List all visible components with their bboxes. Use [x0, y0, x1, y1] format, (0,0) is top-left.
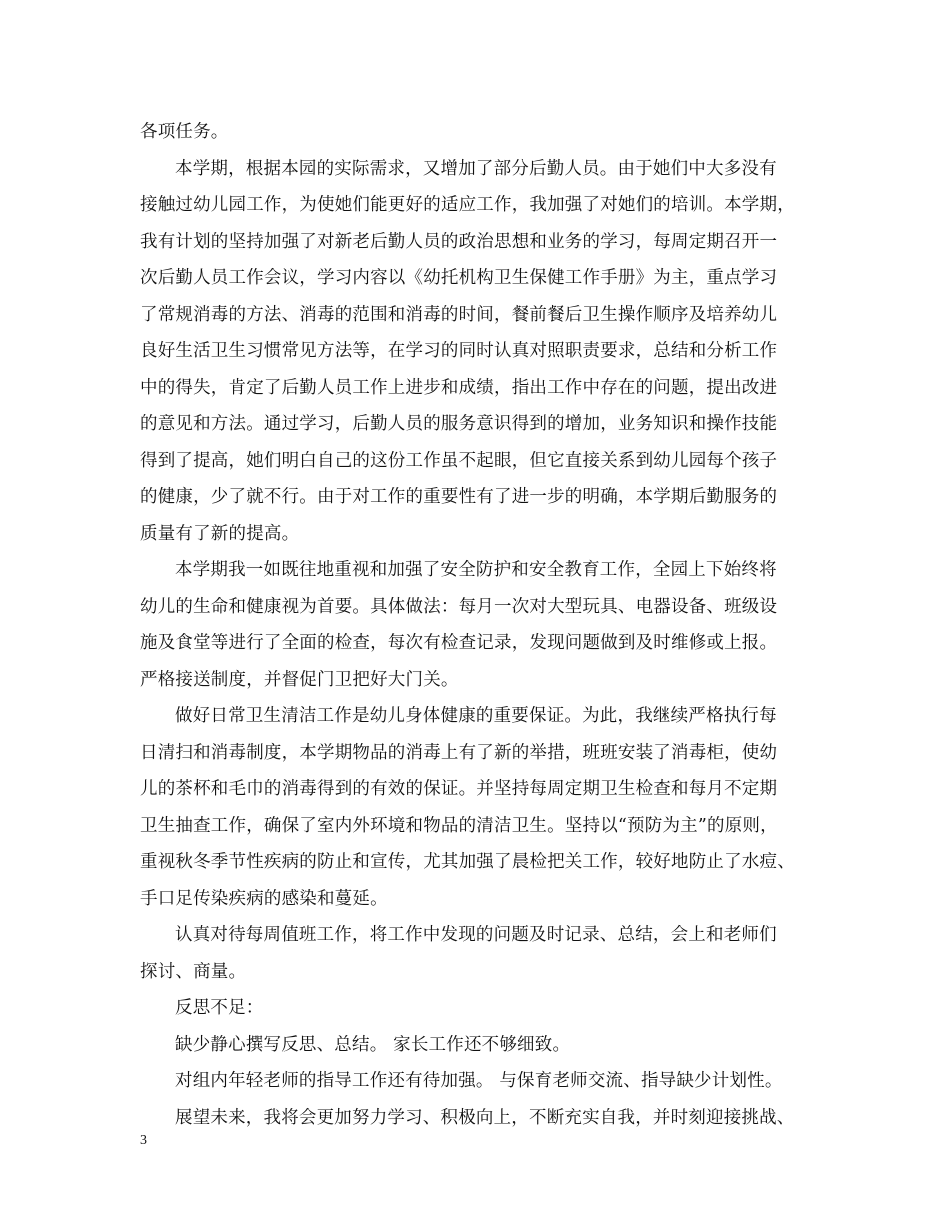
text-line: 接触过幼儿园工作，为使她们能更好的适应工作，我加强了对她们的培训。本学期， [140, 195, 795, 215]
text-line: 的意见和方法。通过学习，后勤人员的服务意识得到的增加，业务知识和操作技能 [140, 414, 778, 434]
text-line: 本学期，根据本园的实际需求，又增加了部分后勤人员。由于她们中大多没有 [175, 158, 777, 179]
text-line: 施及食堂等进行了全面的检查，每次有检查记录，发现问题做到及时维修或上报。 [140, 633, 778, 653]
document-body [140, 114, 812, 1136]
text-line: 探讨、商量。 [140, 961, 247, 982]
text-line: 做好日常卫生清洁工作是幼儿身体健康的重要保证。为此，我继续严格执行每 [175, 706, 777, 726]
text-line: 反思不足： [175, 998, 264, 1018]
text-line: 卫生抽查工作，确保了室内外环境和物品的清洁卫生。坚持以“预防为主”的原则， [140, 815, 778, 836]
text-line: 重视秋冬季节性疾病的防止和宣传，尤其加强了晨检把关工作，较好地防止了水痘、 [140, 852, 795, 872]
text-line: 的健康，少了就不行。由于对工作的重要性有了进一步的明确，本学期后勤服务的 [140, 487, 778, 507]
text-line: 严格接送制度，并督促门卫把好大门关。 [140, 669, 459, 690]
text-line: 缺少静心撰写反思、总结。 家长工作还不够细致。 [175, 1034, 571, 1055]
text-line: 手口足传染疾病的感染和蔓延。 [140, 888, 388, 909]
text-line: 中的得失，肯定了后勤人员工作上进步和成绩，指出工作中存在的问题，提出改进 [140, 377, 778, 398]
text-line: 认真对待每周值班工作，将工作中发现的问题及时记录、总结，会上和老师们 [175, 925, 777, 945]
text-line: 良好生活卫生习惯常见方法等，在学习的同时认真对照职责要求，总结和分析工作 [140, 341, 778, 361]
text-line: 得到了提高，她们明白自己的这份工作虽不起眼，但它直接关系到幼儿园每个孩子 [140, 450, 778, 471]
text-line: 本学期我一如既往地重视和加强了安全防护和安全教育工作，全园上下始终将 [175, 560, 777, 580]
text-line: 展望未来，我将会更加努力学习、积极向上，不断充实自我，并时刻迎接挑战、 [175, 1107, 795, 1128]
text-line: 对组内年轻老师的指导工作还有待加强。 与保育老师交流、指导缺少计划性。 [175, 1071, 783, 1091]
text-line: 质量有了新的提高。 [140, 523, 300, 544]
text-line: 日清扫和消毒制度，本学期物品的消毒上有了新的举措，班班安装了消毒柜，使幼 [140, 742, 778, 763]
text-line: 各项任务。 [140, 122, 229, 142]
text-line: 幼儿的生命和健康视为首要。具体做法：每月一次对大型玩具、电器设备、班级设 [140, 596, 778, 617]
page-number: 3 [140, 1133, 147, 1148]
text-line: 我有计划的坚持加强了对新老后勤人员的政治思想和业务的学习，每周定期召开一 [140, 231, 778, 252]
text-line: 次后勤人员工作会议，学习内容以《幼托机构卫生保健工作手册》为主，重点学习 [140, 268, 778, 288]
text-line: 了常规消毒的方法、消毒的范围和消毒的时间，餐前餐后卫生操作顺序及培养幼儿 [140, 304, 778, 325]
text-line: 儿的茶杯和毛巾的消毒得到的有效的保证。并坚持每周定期卫生检查和每月不定期 [140, 779, 778, 799]
